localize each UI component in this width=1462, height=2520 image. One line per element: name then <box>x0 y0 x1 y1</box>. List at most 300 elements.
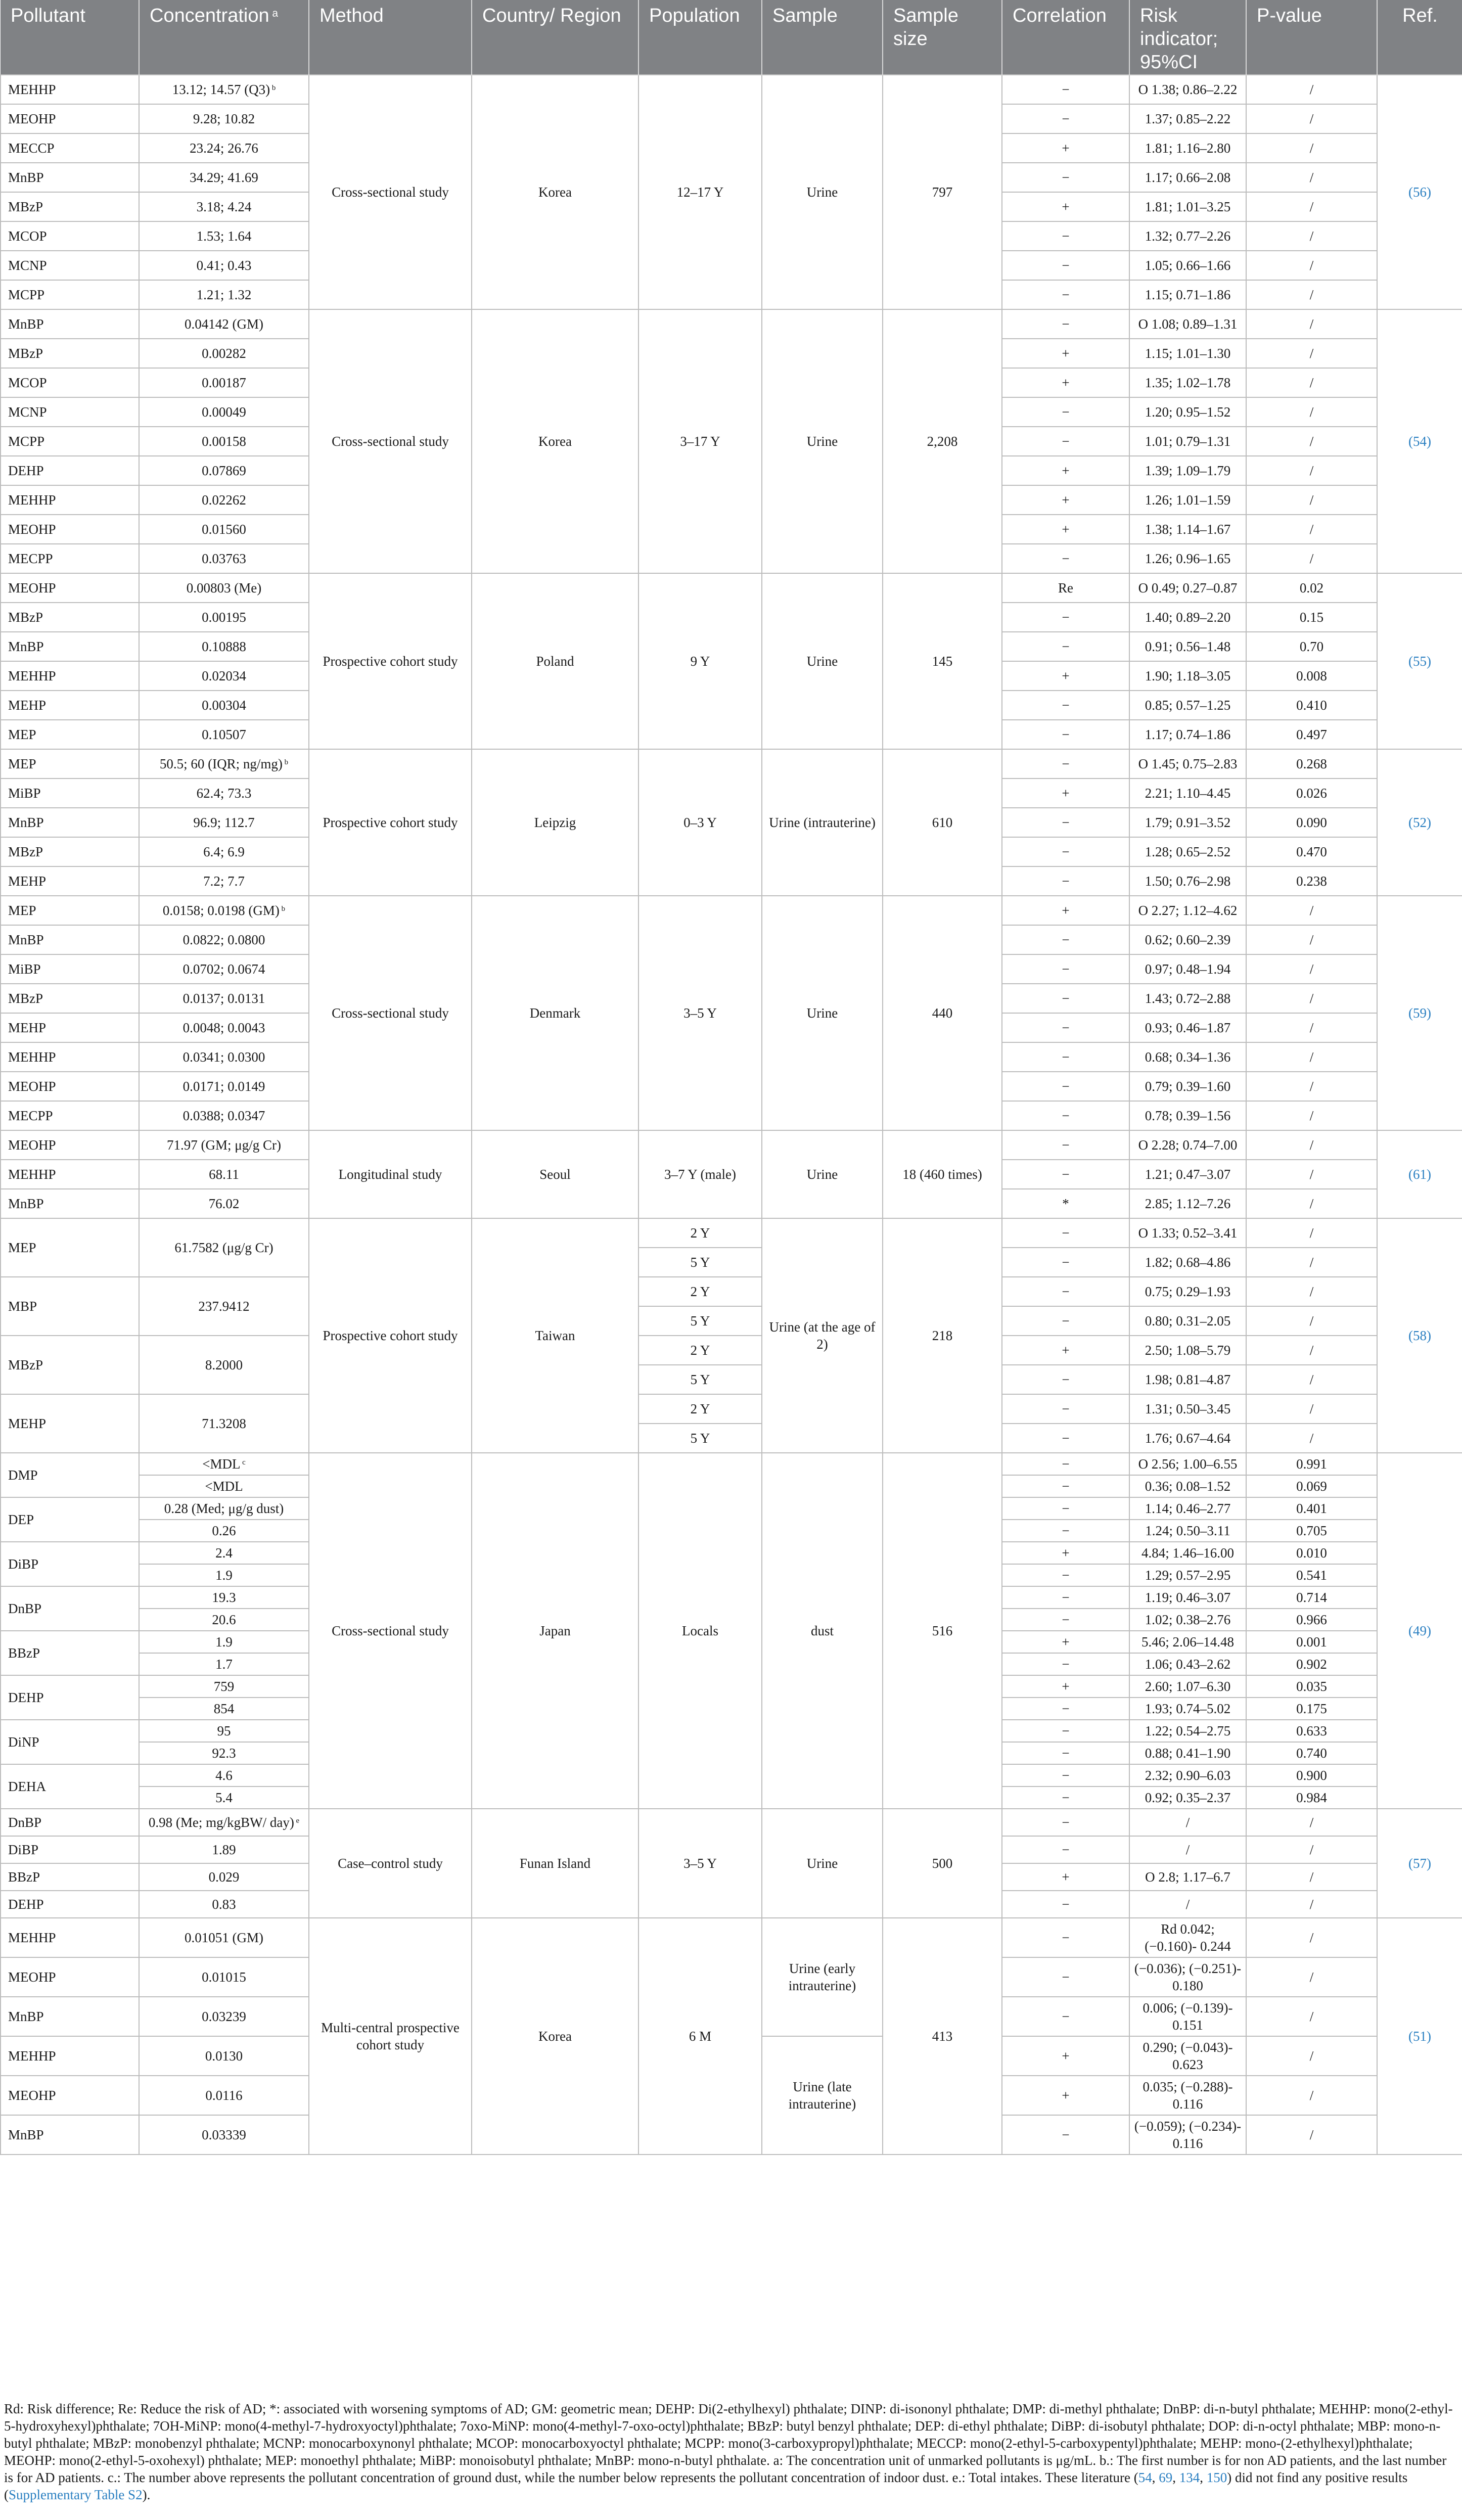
reference-link[interactable]: (49) <box>1408 1623 1431 1638</box>
pollutant-cell: MiBP <box>1 778 139 808</box>
p-value-cell: 0.541 <box>1246 1564 1377 1586</box>
p-value-cell: / <box>1246 1365 1377 1394</box>
concentration-cell <box>139 925 309 954</box>
concentration-value: 0.0171; 0.0149 <box>182 1079 265 1094</box>
concentration-footnote-marker: b <box>270 84 276 93</box>
pollutant-cell: DnBP <box>1 1809 139 1836</box>
pollutant-cell: MBzP <box>1 837 139 866</box>
correlation-cell: − <box>1002 1453 1129 1475</box>
reference-cell <box>1377 1218 1462 1453</box>
p-value-cell: 0.497 <box>1246 720 1377 749</box>
correlation-cell: − <box>1002 280 1129 309</box>
concentration-value: 0.00158 <box>202 434 246 449</box>
pollutant-cell: MnBP <box>1 632 139 661</box>
pollutant-cell: MEHP <box>1 691 139 720</box>
p-value-cell: / <box>1246 133 1377 163</box>
concentration-cell <box>139 808 309 837</box>
correlation-cell: + <box>1002 1336 1129 1365</box>
pollutant-cell: DiBP <box>1 1542 139 1586</box>
concentration-cell <box>139 1764 309 1786</box>
correlation-cell: − <box>1002 544 1129 573</box>
table-row <box>1 75 1462 104</box>
column-header-3 <box>472 0 638 75</box>
sample-cell: Urine <box>762 1130 883 1218</box>
concentration-cell <box>139 544 309 573</box>
pollutant-cell: MCNP <box>1 251 139 280</box>
reference-link[interactable]: (58) <box>1408 1328 1431 1343</box>
reference-link[interactable]: 54 <box>1138 2470 1152 2485</box>
correlation-cell: + <box>1002 896 1129 925</box>
concentration-cell <box>139 515 309 544</box>
correlation-cell: − <box>1002 104 1129 133</box>
concentration-value: 1.9 <box>215 1568 233 1583</box>
correlation-cell: + <box>1002 1631 1129 1653</box>
p-value-cell: / <box>1246 984 1377 1013</box>
concentration-cell <box>139 1698 309 1720</box>
correlation-cell: − <box>1002 1130 1129 1160</box>
p-value-cell: 0.010 <box>1246 1542 1377 1564</box>
risk-indicator-cell: 0.93; 0.46–1.87 <box>1129 1013 1246 1042</box>
risk-indicator-cell: 1.15; 0.71–1.86 <box>1129 280 1246 309</box>
reference-link[interactable]: 134 <box>1179 2470 1200 2485</box>
concentration-footnote-marker: b <box>282 758 289 767</box>
sample-size-cell: 610 <box>883 749 1002 896</box>
correlation-cell: − <box>1002 808 1129 837</box>
reference-link[interactable]: (59) <box>1408 1005 1431 1021</box>
concentration-value: 759 <box>213 1679 235 1694</box>
table-row <box>1 1918 1462 1957</box>
correlation-cell: − <box>1002 1475 1129 1497</box>
correlation-cell: − <box>1002 1042 1129 1072</box>
concentration-cell <box>139 1653 309 1675</box>
concentration-value: 1.89 <box>212 1842 236 1857</box>
concentration-cell <box>139 1542 309 1564</box>
correlation-cell: − <box>1002 1365 1129 1394</box>
concentration-value: 0.98 (Me; mg/kgBW/ day) <box>148 1815 294 1830</box>
table-footnote: Rd: Risk difference; Re: Reduce the risk of AD; *: associated with worsening symptoms of AD; GM: geometric mean; DEHP: Di(2-ethylhexyl) phthalate; DINP: di-isononyl phthalate; DMP: di-methyl phthalate; DnBP: di-n-butyl phthalate; MEHHP: mono(2-ethyl-5-hydroxyhexyl)phthalate; 7OH-MiNP: mono(4-methyl-7-hydroxyoctyl)phthalate; 7oxo-MiNP: mono(4-methyl-7-oxo-octyl)phthalate; BBzP: butyl benzyl phthalate; DEP: di-ethyl phthalate; DiBP: di-isobutyl phthalate; DOP: di-n-octyl phthalate; MBP: mono-n-butyl phthalate; MBzP: monobenzyl phthalate; MCNP: monocarboxynonyl phthalate; MCOP: monocarboxyoctyl phthalate; MCPP: mono(3-carboxypropyl)phthalate; MECCP: mono(2-ethyl-5-carboxypentyl)phthalate; MEHP: mono-(2-ethylhexyl)phthalate; MEOHP: mono(2-ethyl-5-oxohexyl) phthalate; MEP: monoethyl phthalate; MiBP: monoisobutyl phthalate; MnBP: mono-n-butyl phthalate. a: The concentration unit of unmarked pollutants is μg/mL. b.: The first number is for non AD patients, and the last number is for AD patients. c.: The number above represents the pollutant concentration of ground dust, while the number below represents the pollutant concentration of indoor dust. e.: Total intakes. These literature (54, 69, 134, 150) did not find any positive results (Supplementary Table S2). <box>4 2401 1453 2502</box>
concentration-value: 50.5; 60 (IQR; ng/mg) <box>159 756 283 771</box>
p-value-cell: / <box>1246 221 1377 251</box>
p-value-cell: / <box>1246 2115 1377 2155</box>
pollutant-cell: MnBP <box>1 2115 139 2155</box>
pollutant-cell: MnBP <box>1 309 139 339</box>
method-cell: Longitudinal study <box>309 1130 472 1218</box>
sample-size-cell: 516 <box>883 1453 1002 1809</box>
concentration-cell <box>139 603 309 632</box>
pollutant-cell: MEOHP <box>1 1957 139 1997</box>
method-cell: Prospective cohort study <box>309 1218 472 1453</box>
pollutant-cell: MCPP <box>1 427 139 456</box>
concentration-value: 9.28; 10.82 <box>193 111 255 126</box>
p-value-cell: / <box>1246 1394 1377 1424</box>
population-cell: 5 Y <box>638 1306 762 1336</box>
method-cell: Case–control study <box>309 1809 472 1918</box>
pollutant-cell: DEP <box>1 1497 139 1542</box>
concentration-value: 0.0137; 0.0131 <box>182 991 265 1006</box>
pollutant-cell: DEHA <box>1 1764 139 1809</box>
concentration-value: 19.3 <box>212 1590 236 1605</box>
concentration-value: 96.9; 112.7 <box>193 815 255 830</box>
concentration-value: 0.0388; 0.0347 <box>182 1108 265 1123</box>
method-cell: Cross-sectional study <box>309 1453 472 1809</box>
concentration-cell <box>139 339 309 368</box>
concentration-value: 0.26 <box>212 1523 236 1538</box>
concentration-cell <box>139 837 309 866</box>
footnote-text: ). <box>142 2487 151 2502</box>
correlation-cell: + <box>1002 456 1129 485</box>
country-cell: Korea <box>472 75 638 309</box>
concentration-value: 0.28 (Med; μg/g dust) <box>164 1501 284 1516</box>
risk-indicator-cell: 0.79; 0.39–1.60 <box>1129 1072 1246 1101</box>
concentration-value: 0.00187 <box>202 375 246 390</box>
risk-indicator-cell: 1.17; 0.66–2.08 <box>1129 163 1246 192</box>
correlation-cell: + <box>1002 339 1129 368</box>
correlation-cell: − <box>1002 221 1129 251</box>
column-header-9 <box>1246 0 1377 75</box>
p-value-cell: / <box>1246 1306 1377 1336</box>
concentration-cell <box>139 2076 309 2115</box>
correlation-cell: − <box>1002 163 1129 192</box>
reference-cell <box>1377 1809 1462 1918</box>
pollutant-cell: MBzP <box>1 984 139 1013</box>
risk-indicator-cell: / <box>1129 1836 1246 1863</box>
risk-indicator-cell: O 1.38; 0.86–2.22 <box>1129 75 1246 104</box>
correlation-cell: Re <box>1002 573 1129 603</box>
risk-indicator-cell: 2.21; 1.10–4.45 <box>1129 778 1246 808</box>
concentration-value: 0.01560 <box>202 522 246 537</box>
pollutant-cell: MCOP <box>1 368 139 397</box>
risk-indicator-cell: 1.37; 0.85–2.22 <box>1129 104 1246 133</box>
correlation-cell: − <box>1002 691 1129 720</box>
reference-link[interactable]: (61) <box>1408 1167 1431 1182</box>
concentration-cell <box>139 1013 309 1042</box>
p-value-cell: / <box>1246 1836 1377 1863</box>
concentration-cell <box>139 104 309 133</box>
concentration-value: 0.00803 (Me) <box>186 580 262 595</box>
risk-indicator-cell: 1.06; 0.43–2.62 <box>1129 1653 1246 1675</box>
concentration-cell <box>139 2036 309 2076</box>
risk-indicator-cell: 1.26; 0.96–1.65 <box>1129 544 1246 573</box>
concentration-value: 0.10507 <box>202 727 246 742</box>
risk-indicator-cell: 0.36; 0.08–1.52 <box>1129 1475 1246 1497</box>
sample-cell: Urine (at the age of 2) <box>762 1218 883 1453</box>
pollutant-cell: MEHHP <box>1 75 139 104</box>
sample-size-cell: 797 <box>883 75 1002 309</box>
concentration-cell <box>139 1609 309 1631</box>
population-cell: 3–5 Y <box>638 1809 762 1918</box>
concentration-cell <box>139 456 309 485</box>
correlation-cell: + <box>1002 778 1129 808</box>
population-cell: 0–3 Y <box>638 749 762 896</box>
p-value-cell: / <box>1246 1809 1377 1836</box>
method-cell: Cross-sectional study <box>309 75 472 309</box>
correlation-cell: − <box>1002 984 1129 1013</box>
concentration-value: 68.11 <box>209 1167 239 1182</box>
population-cell: 2 Y <box>638 1336 762 1365</box>
concentration-cell <box>139 192 309 221</box>
correlation-cell: + <box>1002 192 1129 221</box>
pollutant-cell: MECPP <box>1 1101 139 1130</box>
correlation-cell: − <box>1002 1742 1129 1764</box>
reference-cell <box>1377 1453 1462 1809</box>
concentration-cell <box>139 1836 309 1863</box>
country-cell: Japan <box>472 1453 638 1809</box>
risk-indicator-cell: O 0.49; 0.27–0.87 <box>1129 573 1246 603</box>
table-header <box>1 0 1462 75</box>
pollutant-cell: MEHP <box>1 866 139 896</box>
p-value-cell: / <box>1246 280 1377 309</box>
p-value-cell: / <box>1246 1101 1377 1130</box>
p-value-cell: / <box>1246 309 1377 339</box>
concentration-value: 0.10888 <box>202 639 246 654</box>
risk-indicator-cell: 1.79; 0.91–3.52 <box>1129 808 1246 837</box>
country-cell: Leipzig <box>472 749 638 896</box>
concentration-cell <box>139 1809 309 1836</box>
sample-cell: Urine <box>762 573 883 749</box>
concentration-value: 6.4; 6.9 <box>203 844 245 859</box>
correlation-cell: − <box>1002 1072 1129 1101</box>
reference-cell <box>1377 573 1462 749</box>
concentration-value: 71.3208 <box>202 1416 246 1431</box>
table-body <box>1 75 1462 2155</box>
p-value-cell: 0.15 <box>1246 603 1377 632</box>
concentration-value: 23.24; 26.76 <box>190 141 258 156</box>
reference-link[interactable]: (57) <box>1408 1856 1431 1871</box>
pollutant-cell: MEHHP <box>1 1042 139 1072</box>
correlation-cell: − <box>1002 632 1129 661</box>
p-value-cell: / <box>1246 1072 1377 1101</box>
risk-indicator-cell: 1.15; 1.01–1.30 <box>1129 339 1246 368</box>
concentration-cell <box>139 691 309 720</box>
p-value-cell: 0.175 <box>1246 1698 1377 1720</box>
header-footnote-marker: a <box>269 7 279 19</box>
population-cell: 9 Y <box>638 573 762 749</box>
country-cell: Funan Island <box>472 1809 638 1918</box>
p-value-cell: / <box>1246 397 1377 427</box>
reference-cell <box>1377 1130 1462 1218</box>
p-value-cell: / <box>1246 1218 1377 1248</box>
concentration-cell <box>139 485 309 515</box>
risk-indicator-cell: O 1.33; 0.52–3.41 <box>1129 1218 1246 1248</box>
correlation-cell: − <box>1002 866 1129 896</box>
pollutant-cell: MCPP <box>1 280 139 309</box>
p-value-cell: 0.026 <box>1246 778 1377 808</box>
concentration-footnote-marker: c <box>240 1458 246 1467</box>
risk-indicator-cell: 0.62; 0.60–2.39 <box>1129 925 1246 954</box>
risk-indicator-cell: 2.50; 1.08–5.79 <box>1129 1336 1246 1365</box>
p-value-cell: / <box>1246 1189 1377 1218</box>
correlation-cell: − <box>1002 397 1129 427</box>
p-value-cell: / <box>1246 339 1377 368</box>
risk-indicator-cell: 1.50; 0.76–2.98 <box>1129 866 1246 896</box>
method-cell: Cross-sectional study <box>309 309 472 573</box>
concentration-cell <box>139 1863 309 1891</box>
population-cell: 2 Y <box>638 1394 762 1424</box>
risk-indicator-cell: 0.68; 0.34–1.36 <box>1129 1042 1246 1072</box>
p-value-cell: 0.705 <box>1246 1520 1377 1542</box>
reference-link[interactable]: 150 <box>1206 2470 1227 2485</box>
concentration-value: 13.12; 14.57 (Q3) <box>172 82 270 97</box>
column-header-label: Concentration <box>150 5 269 26</box>
pollutant-cell: MEOHP <box>1 1072 139 1101</box>
pollutant-cell: MEHHP <box>1 1918 139 1957</box>
correlation-cell: − <box>1002 837 1129 866</box>
pollutant-cell: MBzP <box>1 1336 139 1394</box>
pollutant-cell: MEOHP <box>1 573 139 603</box>
table-row <box>1 1394 1462 1424</box>
p-value-cell: 0.714 <box>1246 1586 1377 1609</box>
risk-indicator-cell: O 2.8; 1.17–6.7 <box>1129 1863 1246 1891</box>
concentration-cell <box>139 1336 309 1394</box>
risk-indicator-cell: 1.01; 0.79–1.31 <box>1129 427 1246 456</box>
column-header-label: Correlation <box>1013 5 1107 26</box>
correlation-cell: − <box>1002 603 1129 632</box>
population-cell: 3–7 Y (male) <box>638 1130 762 1218</box>
concentration-cell <box>139 1997 309 2036</box>
correlation-cell: + <box>1002 1863 1129 1891</box>
concentration-cell <box>139 75 309 104</box>
concentration-cell <box>139 1675 309 1698</box>
correlation-cell: − <box>1002 1160 1129 1189</box>
concentration-value: 0.02262 <box>202 492 246 508</box>
concentration-value: 95 <box>217 1723 231 1738</box>
pollutant-cell: DnBP <box>1 1586 139 1631</box>
risk-indicator-cell: 0.85; 0.57–1.25 <box>1129 691 1246 720</box>
correlation-cell: − <box>1002 1218 1129 1248</box>
concentration-value: 5.4 <box>215 1790 233 1805</box>
p-value-cell: 0.401 <box>1246 1497 1377 1520</box>
concentration-value: <MDL <box>205 1479 243 1494</box>
p-value-cell: / <box>1246 1997 1377 2036</box>
country-cell: Korea <box>472 309 638 573</box>
reference-link[interactable]: (54) <box>1408 434 1431 449</box>
concentration-value: 237.9412 <box>198 1299 250 1314</box>
concentration-value: 0.0130 <box>205 2048 243 2064</box>
concentration-value: 1.53; 1.64 <box>196 228 252 244</box>
column-header-label: Pollutant <box>11 5 85 26</box>
risk-indicator-cell: / <box>1129 1809 1246 1836</box>
concentration-value: 0.00195 <box>202 610 246 625</box>
risk-indicator-cell: 1.02; 0.38–2.76 <box>1129 1609 1246 1631</box>
reference-link[interactable]: (52) <box>1408 815 1431 830</box>
table-row <box>1 1277 1462 1306</box>
concentration-value: 34.29; 41.69 <box>190 170 258 185</box>
p-value-cell: / <box>1246 515 1377 544</box>
table-row <box>1 1453 1462 1475</box>
p-value-cell: / <box>1246 1957 1377 1997</box>
column-header-label: Sample <box>772 5 838 26</box>
correlation-cell: − <box>1002 1764 1129 1786</box>
correlation-cell: − <box>1002 1586 1129 1609</box>
concentration-cell <box>139 1072 309 1101</box>
correlation-cell: − <box>1002 1957 1129 1997</box>
pollutant-cell: MCOP <box>1 221 139 251</box>
p-value-cell: / <box>1246 1248 1377 1277</box>
p-value-cell: / <box>1246 1013 1377 1042</box>
sample-cell: Urine <box>762 1809 883 1918</box>
p-value-cell: / <box>1246 1424 1377 1453</box>
p-value-cell: / <box>1246 1891 1377 1918</box>
reference-link[interactable]: (56) <box>1408 185 1431 200</box>
column-header-label: Sample size <box>893 5 958 50</box>
risk-indicator-cell: 1.81; 1.16–2.80 <box>1129 133 1246 163</box>
method-cell: Cross-sectional study <box>309 896 472 1130</box>
pollutant-cell: DEHP <box>1 1891 139 1918</box>
p-value-cell: / <box>1246 251 1377 280</box>
pollutant-cell: MEHHP <box>1 1160 139 1189</box>
concentration-value: 0.00282 <box>202 346 246 361</box>
pollutant-cell: MnBP <box>1 808 139 837</box>
concentration-value: 0.03763 <box>202 551 246 566</box>
reference-link[interactable]: 69 <box>1159 2470 1173 2485</box>
pollutant-cell: MnBP <box>1 163 139 192</box>
concentration-value: 0.01015 <box>202 1969 246 1985</box>
pollutant-cell: MEOHP <box>1 1130 139 1160</box>
p-value-cell: 0.470 <box>1246 837 1377 866</box>
correlation-cell: − <box>1002 1997 1129 2036</box>
pollutant-cell: BBzP <box>1 1631 139 1675</box>
concentration-value: 0.83 <box>212 1897 236 1912</box>
risk-indicator-cell: (−0.059); (−0.234)- 0.116 <box>1129 2115 1246 2155</box>
p-value-cell: / <box>1246 1160 1377 1189</box>
p-value-cell: / <box>1246 368 1377 397</box>
pollutant-cell: MEP <box>1 720 139 749</box>
population-cell: 3–17 Y <box>638 309 762 573</box>
p-value-cell: 0.633 <box>1246 1720 1377 1742</box>
supplementary-link[interactable]: Supplementary Table S2 <box>9 2487 143 2502</box>
concentration-value: 0.029 <box>208 1869 240 1885</box>
concentration-cell <box>139 866 309 896</box>
concentration-cell <box>139 1475 309 1497</box>
risk-indicator-cell: 0.91; 0.56–1.48 <box>1129 632 1246 661</box>
concentration-cell <box>139 1394 309 1453</box>
p-value-cell: / <box>1246 2036 1377 2076</box>
correlation-cell: − <box>1002 1277 1129 1306</box>
column-header-label: Population <box>649 5 740 26</box>
p-value-cell: / <box>1246 1863 1377 1891</box>
concentration-value: 0.0341; 0.0300 <box>182 1049 265 1065</box>
column-header-label: Method <box>319 5 384 26</box>
concentration-cell <box>139 251 309 280</box>
reference-link[interactable]: (51) <box>1408 2029 1431 2044</box>
column-header-10 <box>1377 0 1462 75</box>
p-value-cell: / <box>1246 2076 1377 2115</box>
risk-indicator-cell: 1.24; 0.50–3.11 <box>1129 1520 1246 1542</box>
reference-link[interactable]: (55) <box>1408 654 1431 669</box>
pollutant-cell: MBP <box>1 1277 139 1336</box>
correlation-cell: − <box>1002 925 1129 954</box>
concentration-value: 3.18; 4.24 <box>196 199 252 214</box>
concentration-value: 20.6 <box>212 1612 236 1627</box>
pollutant-cell: MEHHP <box>1 2036 139 2076</box>
country-cell: Taiwan <box>472 1218 638 1453</box>
risk-indicator-cell: 0.006; (−0.139)- 0.151 <box>1129 1997 1246 2036</box>
reference-cell <box>1377 75 1462 309</box>
concentration-cell <box>139 163 309 192</box>
concentration-value: 0.07869 <box>202 463 246 478</box>
concentration-value: 92.3 <box>212 1746 236 1761</box>
table-row <box>1 1809 1462 1836</box>
correlation-cell: + <box>1002 515 1129 544</box>
reference-cell <box>1377 1918 1462 2155</box>
pollutant-cell: MEHHP <box>1 661 139 691</box>
pollutant-cell: MEP <box>1 1218 139 1277</box>
p-value-cell: / <box>1246 75 1377 104</box>
concentration-cell <box>139 1160 309 1189</box>
correlation-cell: − <box>1002 954 1129 984</box>
correlation-cell: − <box>1002 1653 1129 1675</box>
risk-indicator-cell: 2.85; 1.12–7.26 <box>1129 1189 1246 1218</box>
